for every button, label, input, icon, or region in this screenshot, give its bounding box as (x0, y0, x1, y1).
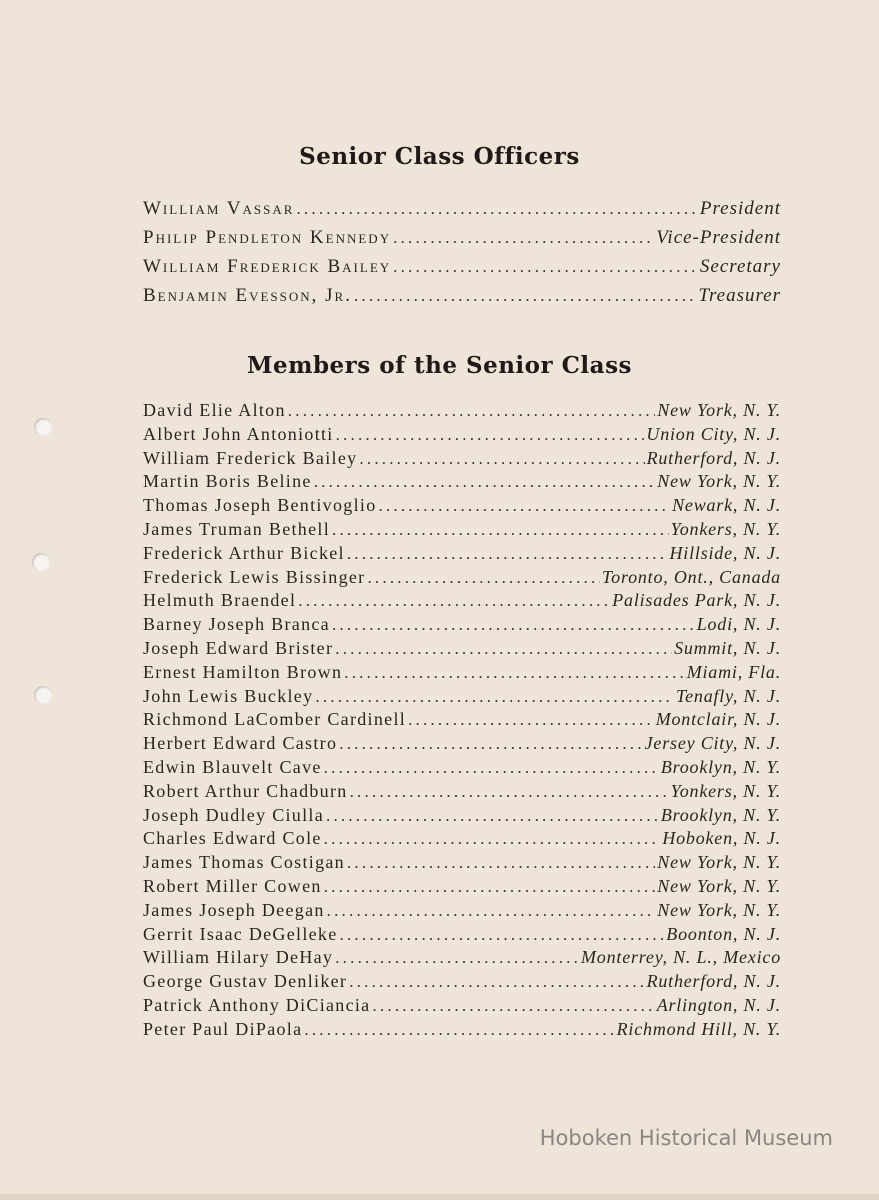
member-name: Thomas Joseph Bentivoglio (143, 495, 377, 516)
leader-dots (336, 425, 645, 445)
leader-dots (315, 687, 674, 707)
member-row (143, 828, 781, 852)
officer-role: Treasurer (698, 285, 781, 306)
member-name: William Frederick Bailey (143, 447, 358, 468)
member-hometown: Rutherford, N. J. (646, 447, 781, 468)
member-row (143, 852, 781, 876)
member-name: John Lewis Buckley (143, 685, 314, 706)
member-name: Joseph Dudley Ciulla (143, 804, 324, 825)
member-row (143, 543, 781, 567)
member-name: Richmond LaComber Cardinell (143, 709, 407, 730)
officer-name: Philip Pendleton Kennedy (143, 227, 392, 248)
member-name: Robert Arthur Chadburn (143, 780, 348, 801)
member-row (143, 590, 781, 614)
member-row (143, 519, 781, 543)
member-hometown: Newark, N. J. (672, 495, 781, 516)
member-hometown: Toronto, Ont., Canada (601, 566, 781, 587)
member-hometown: Miami, Fla. (686, 661, 781, 682)
member-row (143, 662, 781, 686)
member-row (143, 1019, 781, 1043)
punch-hole (32, 553, 50, 571)
officers-heading: Senior Class Officers (299, 143, 580, 170)
member-hometown: New York, N. Y. (657, 471, 781, 492)
leader-dots (344, 663, 684, 683)
punch-hole (34, 686, 52, 704)
member-name: Peter Paul DiPaola (143, 1018, 303, 1039)
member-name: James Thomas Costigan (143, 852, 345, 873)
member-name: Edwin Blauvelt Cave (143, 757, 322, 777)
member-hometown: Arlington, N. J. (656, 995, 781, 1015)
leader-dots (332, 615, 695, 635)
leader-dots (359, 449, 644, 469)
leader-dots (347, 853, 655, 873)
leader-dots (288, 401, 655, 421)
member-hometown: New York, N. Y. (657, 876, 781, 896)
leader-dots (298, 591, 610, 611)
leader-dots (324, 877, 656, 897)
leader-dots (354, 286, 696, 306)
leader-dots (324, 829, 661, 849)
members-heading: Members of the Senior Class (247, 352, 632, 379)
member-row (143, 924, 781, 948)
member-name: Frederick Lewis Bissinger (143, 566, 366, 587)
member-row (143, 686, 781, 710)
page-edge (0, 1194, 879, 1200)
member-row (143, 947, 781, 971)
leader-dots (327, 901, 656, 921)
officer-row (143, 198, 781, 222)
member-hometown: Yonkers, N. Y. (670, 780, 781, 801)
leader-dots (324, 758, 659, 778)
member-row (143, 781, 781, 805)
watermark: Hoboken Historical Museum (539, 1126, 833, 1150)
member-name: George Gustav Denliker (143, 971, 348, 992)
member-row (143, 900, 781, 924)
member-name: Ernest Hamilton Brown (143, 661, 343, 682)
member-row (143, 876, 781, 900)
leader-dots (296, 199, 697, 219)
member-row (143, 995, 781, 1019)
member-row (143, 614, 781, 638)
officer-row (143, 227, 781, 251)
member-row (143, 448, 781, 472)
member-hometown: Brooklyn, N. Y. (660, 757, 781, 777)
leader-dots (393, 228, 654, 248)
member-hometown: New York, N. Y. (657, 899, 781, 920)
member-row (143, 971, 781, 995)
leader-dots (314, 472, 656, 492)
leader-dots (347, 544, 668, 564)
leader-dots (393, 257, 698, 277)
leader-dots (349, 972, 644, 992)
member-name: Charles Edward Cole (143, 828, 322, 849)
officer-name: William Frederick Bailey (143, 256, 392, 277)
leader-dots (372, 996, 654, 1016)
member-row (143, 709, 781, 733)
member-hometown: Hillside, N. J. (669, 542, 781, 563)
member-row (143, 805, 781, 829)
member-name: Herbert Edward Castro (143, 733, 338, 754)
member-hometown: Boonton, N. J. (666, 923, 781, 944)
member-hometown: Lodi, N. J. (696, 614, 781, 635)
member-row (143, 638, 781, 662)
member-name: Albert John Antoniotti (143, 423, 334, 444)
leader-dots (332, 520, 669, 540)
member-hometown: Summit, N. J. (674, 638, 781, 658)
member-name: Joseph Edward Brister (143, 638, 334, 658)
officer-name: Benjamin Evesson, Jr. (143, 285, 352, 306)
member-hometown: Richmond Hill, N. Y. (616, 1018, 781, 1039)
member-name: William Hilary DeHay (143, 947, 334, 968)
officer-role: Secretary (699, 256, 781, 277)
member-row (143, 400, 781, 424)
leader-dots (326, 806, 659, 826)
member-hometown: Tenafly, N. J. (675, 685, 781, 706)
member-name: Gerrit Isaac DeGelleke (143, 923, 338, 944)
member-row (143, 567, 781, 591)
member-name: Barney Joseph Branca (143, 614, 330, 635)
member-hometown: Brooklyn, N. Y. (660, 804, 781, 825)
member-name: Patrick Anthony DiCiancia (143, 995, 371, 1015)
officer-name: William Vassar (143, 198, 295, 219)
officer-row (143, 256, 781, 280)
member-hometown: New York, N. Y. (657, 852, 781, 873)
member-hometown: Jersey City, N. J. (644, 733, 781, 754)
member-name: Martin Boris Beline (143, 471, 312, 492)
member-hometown: Rutherford, N. J. (646, 971, 781, 992)
leader-dots (379, 496, 671, 516)
member-name: James Joseph Deegan (143, 899, 325, 920)
member-hometown: Monterrey, N. L., Mexico (581, 947, 781, 968)
member-row (143, 495, 781, 519)
leader-dots (335, 948, 579, 968)
officer-role: Vice-President (656, 227, 781, 248)
leader-dots (304, 1020, 614, 1040)
member-row (143, 733, 781, 757)
leader-dots (335, 639, 672, 659)
member-row (143, 757, 781, 781)
member-name: Frederick Arthur Bickel (143, 542, 345, 563)
member-row (143, 471, 781, 495)
member-name: Robert Miller Cowen (143, 876, 322, 896)
member-name: David Elie Alton (143, 400, 286, 420)
member-hometown: New York, N. Y. (657, 400, 781, 420)
leader-dots (408, 710, 654, 730)
member-hometown: Union City, N. J. (646, 423, 781, 444)
member-hometown: Yonkers, N. Y. (670, 519, 781, 539)
member-name: Helmuth Braendel (143, 590, 297, 611)
member-hometown: Palisades Park, N. J. (612, 590, 781, 611)
member-row (143, 424, 781, 448)
member-name: James Truman Bethell (143, 519, 330, 539)
officer-role: President (699, 198, 781, 219)
leader-dots (367, 568, 600, 588)
leader-dots (340, 925, 665, 945)
punch-hole (34, 418, 52, 436)
officer-row (143, 285, 781, 309)
leader-dots (350, 782, 669, 802)
leader-dots (339, 734, 642, 754)
member-hometown: Hoboken, N. J. (662, 828, 781, 849)
member-hometown: Montclair, N. J. (655, 709, 781, 730)
